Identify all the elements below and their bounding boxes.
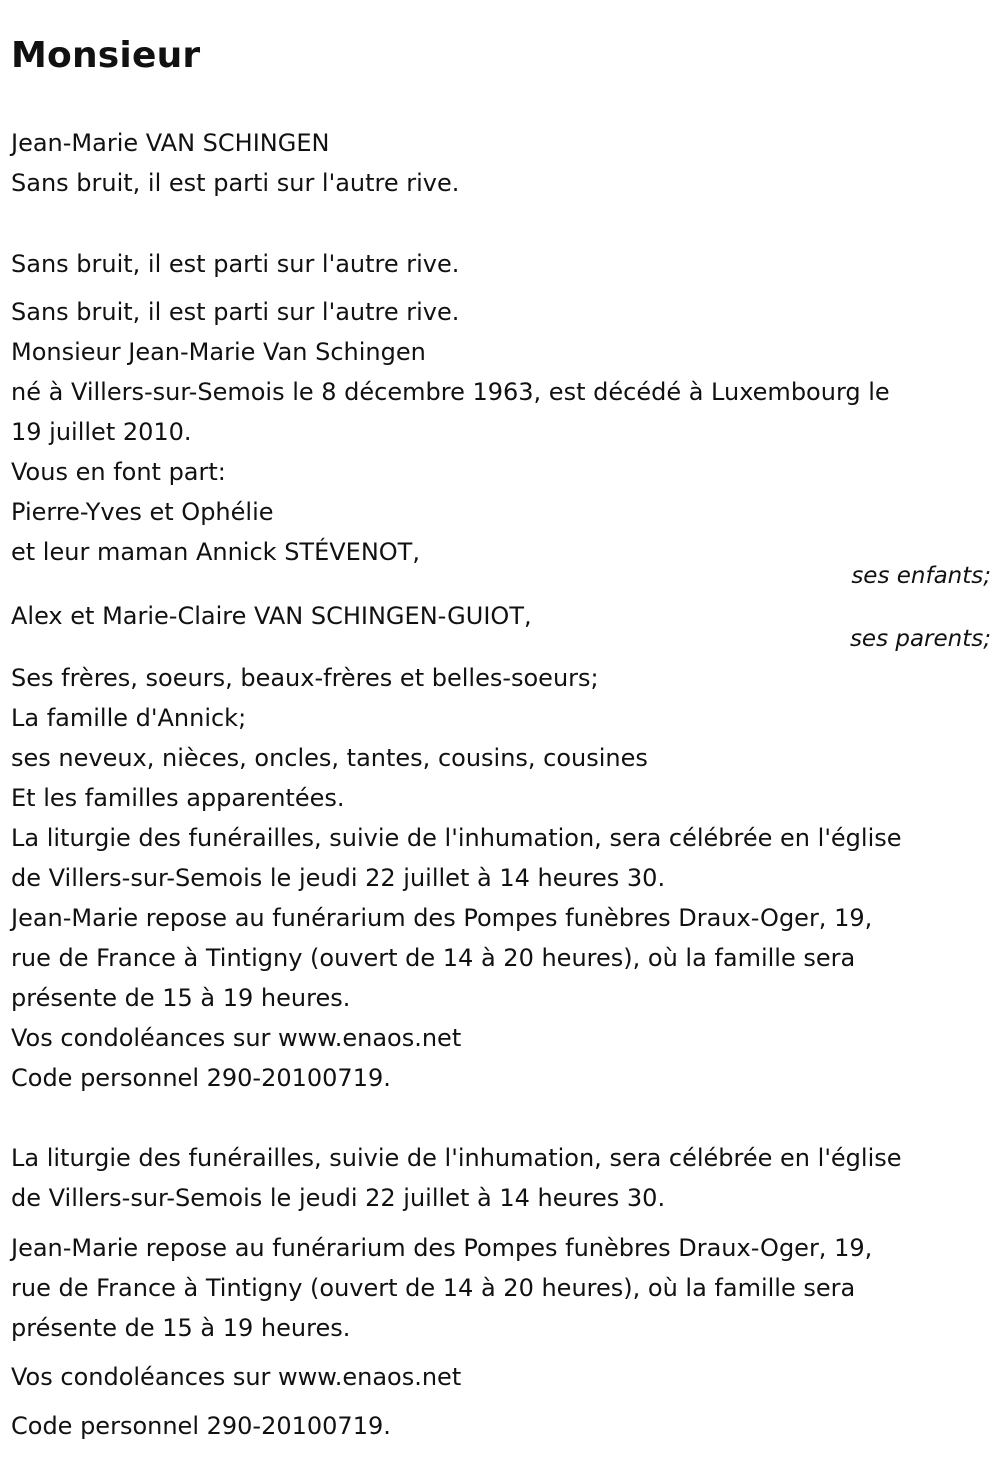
liturgy-line: de Villers-sur-Semois le jeudi 22 juillet à 14 heures 30. xyxy=(11,864,666,892)
condolences-line: Vos condoléances sur www.enaos.net xyxy=(11,1363,462,1391)
liturgy-line: de Villers-sur-Semois le jeudi 22 juillet à 14 heures 30. xyxy=(11,1184,666,1212)
birth-death-line: né à Villers-sur-Semois le 8 décembre 1963, est décédé à Luxembourg le xyxy=(11,378,890,406)
page-title: Monsieur xyxy=(11,35,201,76)
repose-line: présente de 15 à 19 heures. xyxy=(11,1314,351,1342)
repose-line: rue de France à Tintigny (ouvert de 14 à 20 heures), où la famille sera xyxy=(11,944,856,972)
birth-death-line: 19 juillet 2010. xyxy=(11,418,192,446)
repose-line: Jean-Marie repose au funérarium des Pompes funèbres Draux-Oger, 19, xyxy=(11,1234,873,1262)
siblings-line: Ses frères, soeurs, beaux-frères et belles-soeurs; xyxy=(11,664,599,692)
footer-code-block xyxy=(11,1406,991,1446)
header-block xyxy=(11,123,991,203)
family-block xyxy=(11,658,991,1098)
condolences-line: Vos condoléances sur www.enaos.net xyxy=(11,1024,462,1052)
tagline-repeat xyxy=(11,244,991,284)
tagline: Sans bruit, il est parti sur l'autre rive. xyxy=(11,169,460,197)
repose-line: rue de France à Tintigny (ouvert de 14 à 20 heures), où la famille sera xyxy=(11,1274,856,1302)
children-role: ses enfants; xyxy=(851,563,991,589)
repose-line: Jean-Marie repose au funérarium des Pompes funèbres Draux-Oger, 19, xyxy=(11,904,873,932)
children-line: Pierre-Yves et Ophélie xyxy=(11,498,274,526)
full-name: Monsieur Jean-Marie Van Schingen xyxy=(11,338,426,366)
deceased-name: Jean-Marie VAN SCHINGEN xyxy=(11,129,330,157)
announce-line: Vous en font part: xyxy=(11,458,226,486)
children-role-block xyxy=(11,565,991,588)
relatives-line: ses neveux, nièces, oncles, tantes, cousins, cousines xyxy=(11,744,648,772)
repose-line: présente de 15 à 19 heures. xyxy=(11,984,351,1012)
tagline: Sans bruit, il est parti sur l'autre rive. xyxy=(11,298,460,326)
parents-role: ses parents; xyxy=(849,626,991,652)
code-line: Code personnel 290-20100719. xyxy=(11,1064,391,1092)
mother-line: et leur maman Annick STÉVENOT, xyxy=(11,538,420,566)
liturgy-line: La liturgie des funérailles, suivie de l'inhumation, sera célébrée en l'église xyxy=(11,1144,902,1172)
parents-role-block xyxy=(11,628,991,651)
families-line: Et les familles apparentées. xyxy=(11,784,345,812)
tagline: Sans bruit, il est parti sur l'autre rive. xyxy=(11,250,460,278)
announcement-body xyxy=(11,292,991,572)
parents-line: Alex et Marie-Claire VAN SCHINGEN-GUIOT, xyxy=(11,602,532,630)
annick-family-line: La famille d'Annick; xyxy=(11,704,247,732)
code-line: Code personnel 290-20100719. xyxy=(11,1412,391,1440)
footer-condolences-block xyxy=(11,1357,991,1397)
liturgy-line: La liturgie des funérailles, suivie de l'inhumation, sera célébrée en l'église xyxy=(11,824,902,852)
footer-liturgy-block xyxy=(11,1138,991,1218)
footer-repose-block xyxy=(11,1228,991,1348)
